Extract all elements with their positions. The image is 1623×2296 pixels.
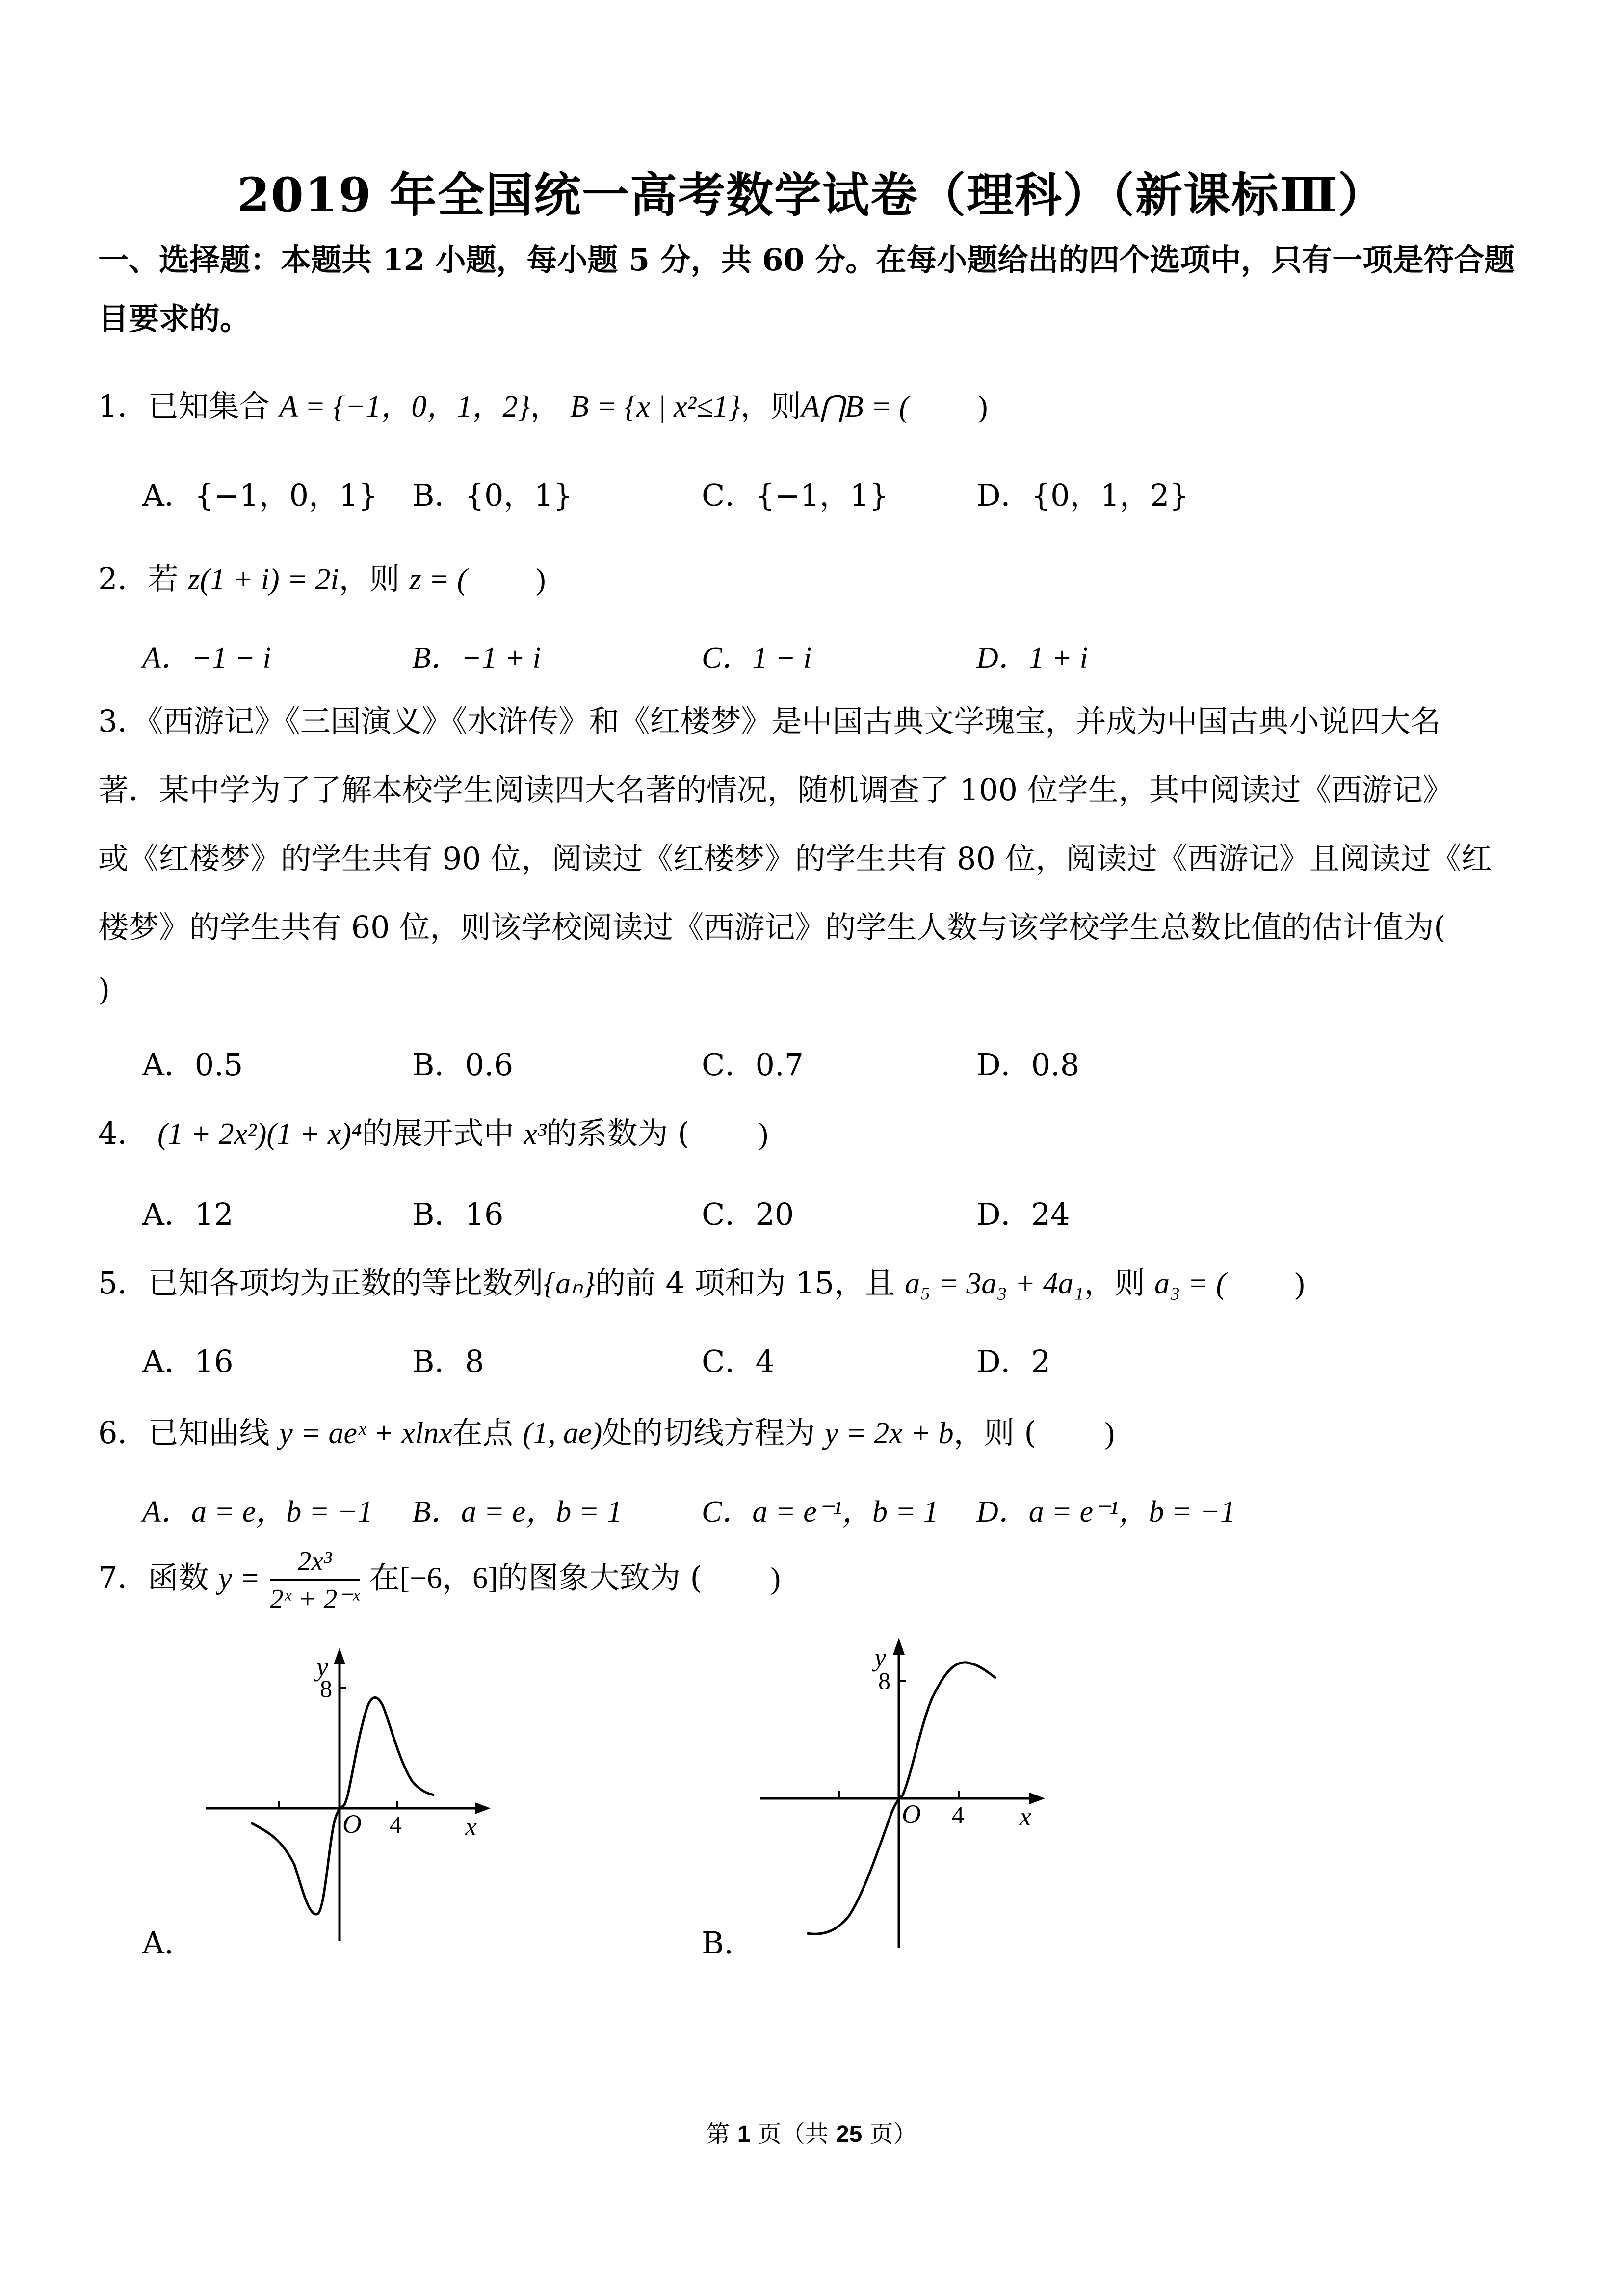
option-b[interactable]: B．a = e，b = 1	[412, 1495, 623, 1529]
x-label: x	[1020, 1802, 1031, 1831]
option-d[interactable]: D．{0，1，2}	[976, 477, 1189, 513]
section-heading: 一、选择题：本题共 12 小题，每小题 5 分，共 60 分。在每小题给出的四个选项中，只有一项是符合题目要求的。	[98, 242, 1515, 337]
option-a[interactable]: A．12	[142, 1196, 234, 1232]
option-b[interactable]: B．−1 + i	[412, 641, 541, 675]
page-footer: 第 1 页（共 25 页）	[706, 2120, 917, 2148]
question-3-line-3: 或《红楼梦》的学生共有 90 位，阅读过《红楼梦》的学生共有 80 位，阅读过《西游记》且阅读过《红	[98, 841, 1492, 876]
question-3-line-5: )	[98, 972, 110, 1007]
page-total: 25	[836, 2121, 863, 2147]
graph-option-a[interactable]	[196, 1639, 500, 1953]
option-c[interactable]: C．4	[702, 1344, 775, 1379]
x-label: x	[465, 1812, 477, 1841]
origin-label: O	[902, 1799, 921, 1829]
option-b[interactable]: B．0.6	[412, 1047, 514, 1082]
option-b[interactable]: B．{0，1}	[412, 477, 573, 513]
option-c[interactable]: C．1 − i	[702, 641, 812, 675]
y-tick-label: 8	[320, 1675, 332, 1702]
option-b[interactable]: B．	[702, 1925, 755, 1961]
option-c[interactable]: C．0.7	[702, 1047, 804, 1082]
option-d[interactable]: D．0.8	[976, 1047, 1080, 1082]
option-c[interactable]: C．a = e⁻¹，b = 1	[702, 1495, 939, 1529]
question-6: 6．已知曲线 y = aeˣ + xlnx在点 (1, ae)处的切线方程为 y = 2x + b，则 ( )	[98, 1415, 1115, 1451]
fraction: $\frac{\text{2x³}}{\text{2ˣ + 2⁻ˣ}}$	[269, 1546, 360, 1614]
question-1: 1．已知集合 A = {−1，0，1，2}， B = {x | x²≤1}，则A⋂B = ( )	[98, 388, 988, 424]
origin-label: O	[342, 1809, 362, 1839]
question-5: 5．已知各项均为正数的等比数列{aₙ}的前 4 项和为 15，且 a₅ = 3a₃ + 4a₁，则 a₃ = ( )	[98, 1265, 1305, 1301]
y-axis-arrow	[334, 1648, 345, 1664]
x-tick-label: 4	[390, 1811, 402, 1838]
option-b[interactable]: B．8	[412, 1344, 485, 1379]
option-d[interactable]: D．a = e⁻¹，b = −1	[976, 1495, 1236, 1529]
question-number: 5．	[98, 1265, 148, 1301]
option-d[interactable]: D．2	[976, 1344, 1051, 1379]
x-axis-arrow	[475, 1802, 491, 1814]
question-number: 4．	[98, 1115, 148, 1151]
option-a[interactable]: A．0.5	[142, 1047, 243, 1082]
option-c[interactable]: C．20	[702, 1196, 794, 1232]
option-a[interactable]: A．16	[142, 1344, 234, 1379]
question-4: 4． (1 + 2x²)(1 + x)⁴的展开式中 x³的系数为 ( )	[98, 1115, 768, 1151]
question-3-line-4: 楼梦》的学生共有 60 位，则该学校阅读过《西游记》的学生人数与该学校学生总数比值的估计值为(	[98, 909, 1446, 945]
page-title: 2019 年全国统一高考数学试卷（理科）（新课标Ⅲ）	[237, 167, 1386, 223]
option-a[interactable]: A．{−1，0，1}	[142, 477, 378, 513]
option-b[interactable]: B．16	[412, 1196, 504, 1232]
question-number: 7．	[98, 1559, 148, 1596]
question-7: 7．函数 y = $\frac{\text{2x³}}{\text{2ˣ + 2⁻ˣ}}$ 在[−6，6]的图象大致为 ( )	[98, 1546, 781, 1614]
question-number: 1．	[98, 388, 148, 424]
x-axis-arrow	[1029, 1793, 1045, 1804]
y-axis-arrow	[893, 1638, 905, 1655]
y-label: y	[874, 1642, 886, 1672]
question-3-line-1: 3．《西游记》《三国演义》《水浒传》和《红楼梦》是中国古典文学瑰宝，并成为中国古典小说四大名	[98, 703, 1441, 739]
option-d[interactable]: D．24	[976, 1196, 1070, 1232]
question-number: 2．	[98, 561, 148, 597]
question-2: 2．若 z(1 + i) = 2i，则 z = ( )	[98, 561, 546, 597]
graph-option-b[interactable]	[751, 1629, 1055, 1953]
page-number: 1	[737, 2121, 751, 2147]
y-tick-label: 8	[878, 1667, 890, 1694]
y-label: y	[316, 1652, 328, 1682]
option-a[interactable]: A．−1 − i	[142, 641, 271, 675]
question-3-line-2: 著．某中学为了了解本校学生阅读四大名著的情况，随机调查了 100 位学生，其中阅读过《西游记》	[98, 772, 1453, 808]
question-number: 6．	[98, 1415, 148, 1451]
option-a[interactable]: A．a = e，b = −1	[142, 1495, 373, 1529]
option-a[interactable]: A．	[142, 1925, 195, 1961]
option-d[interactable]: D．1 + i	[976, 641, 1088, 675]
x-tick-label: 4	[952, 1801, 964, 1828]
option-c[interactable]: C．{−1，1}	[702, 477, 889, 513]
